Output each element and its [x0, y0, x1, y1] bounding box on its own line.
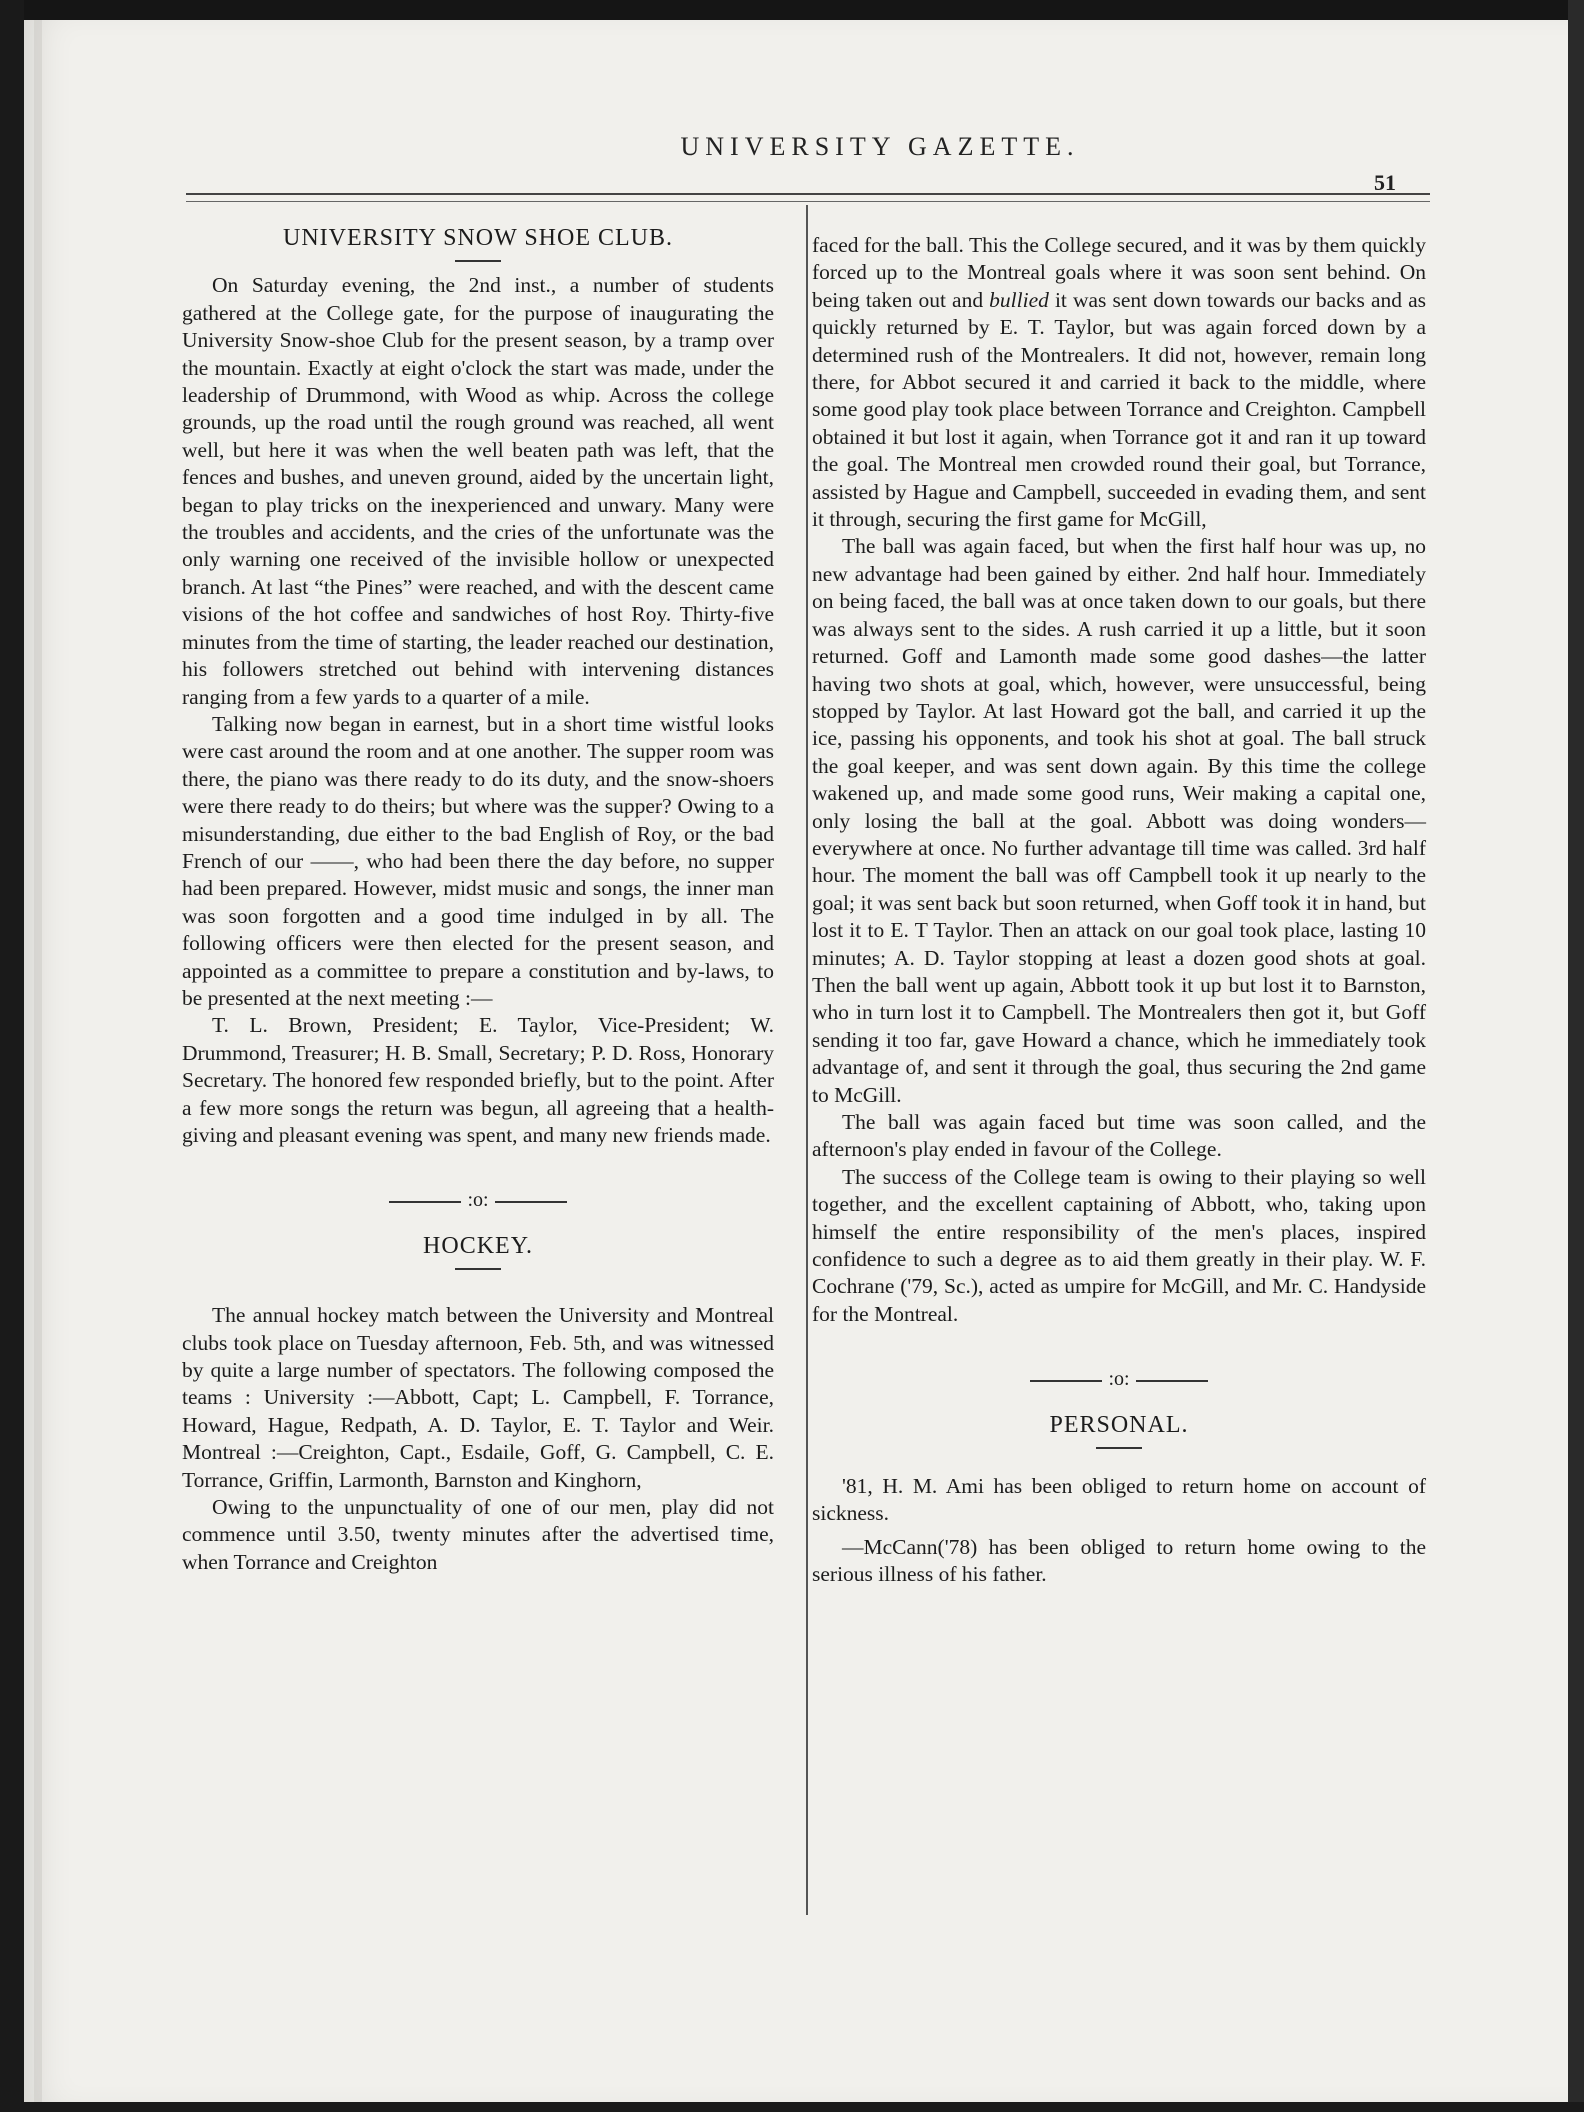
snowshoe-paragraph: T. L. Brown, President; E. Taylor, Vice-President; W. Drummond, Treasurer; H. B. Small, Secretary; P. D. Ross, Honorary Secretary. The honored few responded briefly, but to the point. After a few more songs the return was begun, all agreeing that a health-giving and pleasant evening was spent, and many new friends made. — [182, 1013, 774, 1147]
personal-title: PERSONAL. — [1049, 1411, 1189, 1438]
column-divider — [806, 205, 808, 1915]
right-column — [812, 232, 1426, 1589]
section-ornament: :o: — [182, 1187, 774, 1214]
page-number: 51 — [1374, 170, 1396, 195]
hockey-title: HOCKEY. — [423, 1232, 533, 1259]
scan-border-bottom — [0, 2102, 1584, 2112]
snowshoe-paragraph: Talking now began in earnest, but in a short time wistful looks were cast around the room and at one another. The supper room was there, the piano was there ready to do its duty, and the snow-shoers were there ready to do theirs; but where was the supper? Owing to a misunderstanding, due either to the bad English of Roy, or the bad French of our ——, who had been there the day before, no supper had been prepared. However, midst music and songs, the inner man was soon forgotten and a good time indulged in by all. The following officers were then elected for the present season, and appointed as a committee to prepare a constitution and by-laws, to be presented at the next meeting :— — [182, 711, 774, 1010]
scan-border-left — [0, 0, 24, 2112]
title-rule — [1096, 1447, 1142, 1449]
title-rule — [455, 1268, 501, 1270]
hockey-paragraph: Owing to the unpunctuality of one of our men, play did not commence until 3.50, twenty minutes after the advertised time, when Torrance and Creighton — [182, 1495, 774, 1574]
personal-paragraph: '81, H. M. Ami has been obliged to return home on account of sickness. — [812, 1474, 1426, 1526]
hockey-paragraph: The ball was again faced, but when the first half hour was up, no new advantage had been gained by either. 2nd half hour. Immediately on being faced, the ball was at once taken down to our goals, but there was always sent to the sides. A rush carried it up a little, but it soon returned. Goff and Lamonth made some good dashes—the latter having two shots at goal, which, however, were unsuccessful, being stopped by Taylor. At last Howard got the ball, and carried it up the ice, passing his opponents, and took his shot at goal. The ball struck the goal keeper, and was sent down again. By this time the college wakened up, and made some good runs, Weir making a capital one, only losing the ball at the goal. Abbott was doing wonders—everywhere at once. No further advantage till time was called. 3rd half hour. The moment the ball was off Campbell took it up nearly to the goal; it was sent back but soon returned, when Goff took it in hand, but lost it to E. T Taylor. Then an attack on our goal took place, lasting 10 minutes; A. D. Taylor stopping at least a dozen good shots at goal. Then the ball went up again, Abbott took it up but lost it to Barnston, who in turn lost it to Campbell. The Montrealers then got it, but Goff sending it too far, gave Howard a chance, which he immediately took advantage of, and sent it through the goal, thus securing the 2nd game to McGill. — [812, 534, 1426, 1107]
snowshoe-title: UNIVERSITY SNOW SHOE CLUB. — [282, 225, 673, 251]
personal-paragraph: —McCann('78) has been obliged to return home owing to the serious illness of his father. — [812, 1534, 1426, 1587]
masthead: UNIVERSITY GAZETTE. — [680, 132, 1080, 161]
snowshoe-paragraph: On Saturday evening, the 2nd inst., a number of students gathered at the College gate, for the purpose of inaugurating the University Snow-shoe Club for the present season, by a tramp over the mountain. Exactly at eight o'clock the start was made, under the leadership of Drummond, with Wood as whip. Across the college grounds, up the road until the rough ground was reached, all went well, but here it was when the well beaten path was left, that the fences and bushes, and uneven ground, aided by the uncertain light, began to play tricks on the inexperienced and unwary. Many were the troubles and accidents, and the cries of the unfortunate was the only warning one received of the invisible hollow or unexpected branch. At last “the Pines” were reached, and with the descent came visions of the hot coffee and sandwiches of host Roy. Thirty-five minutes from the time of starting, the leader reached our destination, his followers stretched out behind with intervening distances ranging from a few yards to a quarter of a mile. — [182, 273, 774, 709]
section-ornament: :o: — [812, 1366, 1426, 1393]
header-rule — [186, 193, 1430, 202]
hockey-paragraph-continued: faced for the ball. This the College secured, and it was by them quickly forced up to the Montreal goals where it was soon sent behind. On being taken out and bullied it was sent down towards our backs and as quickly returned by E. T. Taylor, but was again forced down by a determined rush of the Montrealers. It did not, however, remain long there, for Abbot secured it and carried it back to the middle, where some good play took place between Torrance and Creighton. Campbell obtained it but lost it again, when Torrance got it and ran it up toward the goal. The Montreal men crowded round their goal, but Torrance, assisted by Hague and Campbell, succeeded in evading them, and sent it through, securing the first game for McGill, — [812, 233, 1426, 532]
hockey-paragraph: The ball was again faced but time was soon called, and the afternoon's play ended in favour of the College. — [812, 1110, 1426, 1162]
binding-gutter — [34, 20, 42, 2102]
hockey-paragraph: The success of the College team is owing to their playing so well together, and the excellent captaining of Abbott, who, taking upon himself the entire responsibility of the men's places, inspired confidence to such a degree as to aid them greatly in their play. W. F. Cochrane ('79, Sc.), acted as umpire for McGill, and Mr. C. Handyside for the Montreal. — [812, 1164, 1426, 1326]
title-rule — [455, 260, 501, 262]
left-column — [182, 225, 774, 1576]
scan-border-top — [0, 0, 1584, 20]
scan-border-right — [1568, 0, 1584, 2112]
hockey-paragraph: The annual hockey match between the University and Montreal clubs took place on Tuesday afternoon, Feb. 5th, and was witnessed by quite a large number of spectators. The following composed the teams : University :—Abbott, Capt; L. Campbell, F. Torrance, Howard, Hague, Redpath, A. D. Taylor, E. T. Taylor and Weir. Montreal :—Creighton, Capt., Esdaile, Goff, G. Campbell, C. E. Torrance, Griffin, Larmonth, Barnston and Kinghorn, — [182, 1303, 774, 1492]
